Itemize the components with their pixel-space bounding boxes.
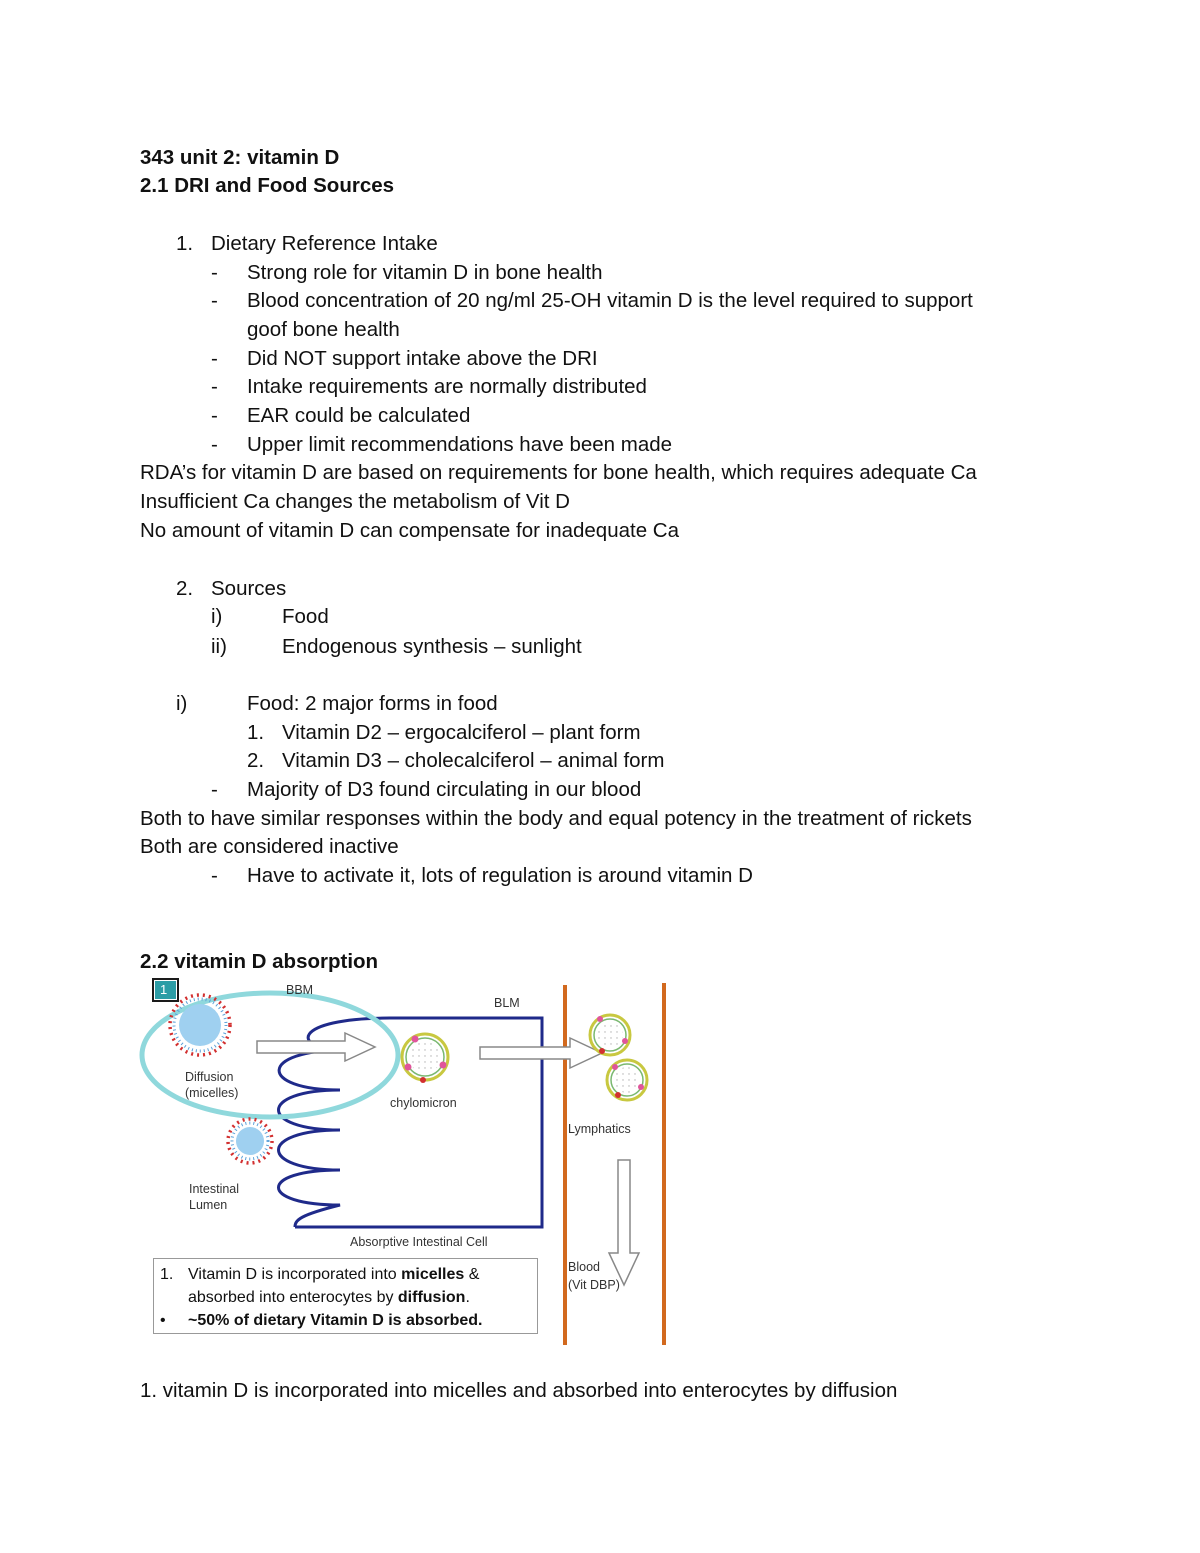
list-item: Majority of D3 found circulating in our blood: [247, 778, 642, 801]
section-heading-2-2: 2.2 vitamin D absorption: [140, 950, 379, 973]
list-number: 2.: [247, 749, 265, 772]
arrow-down-icon: [609, 1160, 639, 1285]
roman-marker: i): [211, 605, 223, 628]
chylomicron-label: chylomicron: [390, 1096, 457, 1110]
caption-bullet: •: [160, 1312, 166, 1329]
lumen-label: Intestinal: [189, 1182, 240, 1196]
step-label: 1: [160, 982, 168, 997]
caption-line: [160, 1263, 531, 1286]
dash-bullet: -: [211, 404, 218, 427]
caption-bold: micelles: [401, 1266, 465, 1283]
caption-text: &: [464, 1266, 480, 1283]
list-item: Vitamin D3 – cholecalciferol – animal form: [282, 749, 665, 772]
caption-number: 1.: [160, 1266, 174, 1283]
list-item: Strong role for vitamin D in bone health: [247, 261, 603, 284]
caption-text: absorbed into enterocytes by: [188, 1289, 398, 1306]
dash-bullet: -: [211, 261, 218, 284]
dash-bullet: -: [211, 375, 218, 398]
dash-bullet: -: [211, 778, 218, 801]
list-item: Did NOT support intake above the DRI: [247, 347, 598, 370]
blood-label: Blood: [568, 1260, 600, 1274]
dash-bullet: -: [211, 347, 218, 370]
paragraph: Both to have similar responses within the body and equal potency in the treatment of rickets: [140, 807, 972, 830]
blood-label: (Vit DBP): [568, 1278, 620, 1292]
dash-bullet: -: [211, 289, 218, 312]
micelles-label: (micelles): [185, 1086, 239, 1100]
list-item: Endogenous synthesis – sunlight: [282, 635, 582, 658]
blm-label: BLM: [494, 996, 520, 1010]
list-item: Food: [282, 605, 329, 628]
page-title: 343 unit 2: vitamin D: [140, 146, 340, 169]
paragraph: Both are considered inactive: [140, 835, 399, 858]
list-item-sources: Sources: [211, 577, 287, 600]
lumen-label: Lumen: [189, 1198, 228, 1212]
chylomicron-icon: [590, 1015, 630, 1055]
list-item-continuation: goof bone health: [247, 318, 400, 341]
list-number: 2.: [176, 577, 194, 600]
list-item: Intake requirements are normally distributed: [247, 375, 647, 398]
caption-text: .: [465, 1289, 470, 1306]
absorption-summary: 1. vitamin D is incorporated into micelles and absorbed into enterocytes by diffusion: [140, 1379, 898, 1402]
list-item-dri: Dietary Reference Intake: [211, 232, 438, 255]
paragraph: RDA’s for vitamin D are based on requirements for bone health, which requires adequate Ca: [140, 461, 977, 484]
bbm-label: BBM: [286, 983, 314, 997]
list-item: Blood concentration of 20 ng/ml 25-OH vitamin D is the level required to support: [247, 289, 973, 312]
micelle-icon: [170, 995, 230, 1055]
figure-caption-box: [153, 1258, 538, 1334]
list-item: Vitamin D2 – ergocalciferol – plant form: [282, 721, 641, 744]
caption-bold: diffusion: [397, 1289, 466, 1306]
absorption-figure: [140, 975, 680, 1345]
lymphatics-label: Lymphatics: [568, 1122, 631, 1136]
paragraph: Insufficient Ca changes the metabolism of Vit D: [140, 490, 570, 513]
list-item: Have to activate it, lots of regulation is around vitamin D: [247, 864, 753, 887]
roman-marker: ii): [211, 635, 227, 658]
list-number: 1.: [176, 232, 194, 255]
roman-marker: i): [176, 692, 188, 715]
section-heading-2-1: 2.1 DRI and Food Sources: [140, 174, 395, 197]
dash-bullet: -: [211, 864, 218, 887]
caption-text: Vitamin D is incorporated into: [188, 1266, 402, 1283]
diffusion-label: Diffusion: [185, 1070, 234, 1084]
list-item: Upper limit recommendations have been made: [247, 433, 673, 456]
paragraph: No amount of vitamin D can compensate for inadequate Ca: [140, 519, 679, 542]
list-item: EAR could be calculated: [247, 404, 471, 427]
chylomicron-icon: [402, 1034, 448, 1083]
caption-line: [160, 1309, 531, 1332]
list-number: 1.: [247, 721, 265, 744]
caption-bold: ~50% of dietary Vitamin D is absorbed.: [188, 1312, 483, 1329]
dash-bullet: -: [211, 433, 218, 456]
cell-label: Absorptive Intestinal Cell: [350, 1235, 488, 1249]
arrow-right-icon: [257, 1033, 375, 1061]
micelle-icon: [228, 1119, 272, 1163]
chylomicron-icon: [607, 1060, 647, 1100]
list-item-food: Food: 2 major forms in food: [247, 692, 498, 715]
caption-line: [160, 1286, 531, 1309]
